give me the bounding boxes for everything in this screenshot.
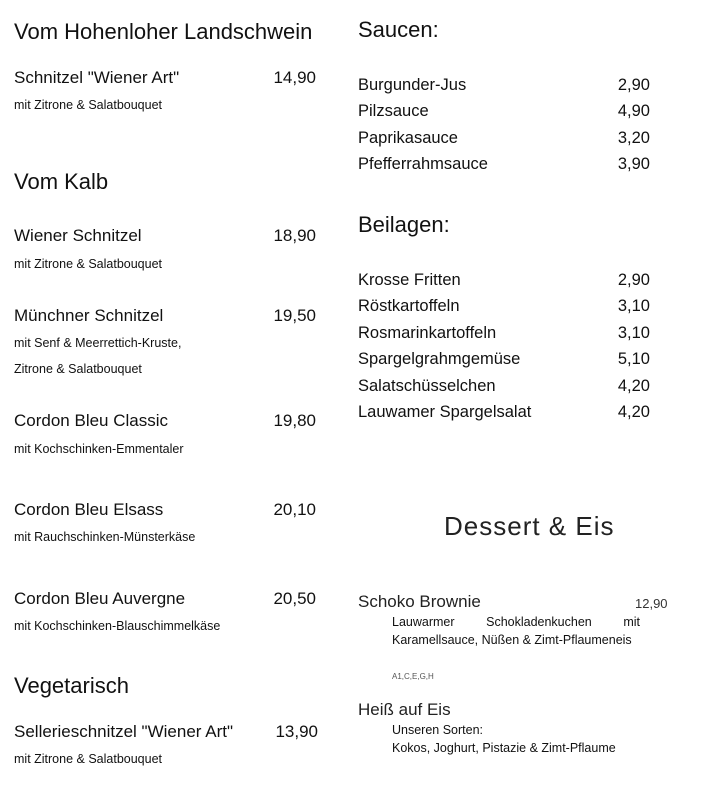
list-item-price: 2,90 [617,271,650,289]
menu-item-price: 19,80 [273,411,316,430]
menu-item-price: 20,10 [273,500,316,519]
list-item-name: Spargelgrahmgemüse [358,350,521,369]
saucen-list [358,72,650,178]
list-item [358,72,650,98]
list-item [358,373,650,399]
list-item-price: 4,90 [617,102,650,121]
menu-item-description: mit Senf & Meerrettich-Kruste, [14,336,182,350]
list-item-name: Röstkartoffeln [358,297,460,316]
menu-item-description: mit Zitrone & Salatbouquet [14,257,162,271]
menu-item-description: Zitrone & Salatbouquet [14,362,142,376]
list-item [358,98,650,124]
list-item-name: Pilzsauce [358,102,429,121]
menu-item-name: Münchner Schnitzel [14,306,164,325]
section-title-dessert: Dessert & Eis [444,511,615,541]
menu-item-price: 13,90 [275,722,318,741]
menu-item-price: 20,50 [273,589,316,608]
section-title-landschwein: Vom Hohenloher Landschwein [14,19,313,44]
list-item-name: Lauwamer Spargelsalat [358,403,532,422]
dessert-item-name: Schoko Brownie [358,592,481,611]
list-item-name: Rosmarinkartoffeln [358,323,497,342]
menu-item-description: mit Rauchschinken-Münsterkäse [14,530,196,544]
list-item-name: Burgunder-Jus [358,76,467,94]
section-title-kalb: Vom Kalb [14,169,109,194]
list-item-price: 4,20 [617,403,650,422]
list-item-price: 3,90 [617,155,650,174]
menu-item-name: Wiener Schnitzel [14,226,142,245]
menu-item-description: mit Kochschinken-Emmentaler [14,442,184,456]
menu-item-price: 19,50 [273,306,316,325]
menu-item-name: Cordon Bleu Auvergne [14,589,186,608]
list-item [358,267,650,293]
list-item-name: Salatschüsselchen [358,376,496,395]
menu-item-name: Schnitzel "Wiener Art" [14,68,180,87]
menu-item-description: mit Zitrone & Salatbouquet [14,752,162,766]
list-item-price: 3,10 [617,297,650,316]
list-item-name: Paprikasauce [358,128,458,147]
menu-item-name: Cordon Bleu Classic [14,411,169,430]
list-item [358,125,650,151]
list-item [358,346,650,372]
dessert-item-description: Lauwarmer Schokladenkuchen mit Karamellsauce, Nüßen & Zimt-Pflaumeneis [392,615,640,647]
list-item [358,151,650,177]
dessert-item-price: 12,90 [635,596,668,611]
list-item-price: 3,10 [617,323,650,342]
list-item-price: 5,10 [617,350,650,369]
list-item-name: Krosse Fritten [358,271,461,289]
menu-item-description: mit Kochschinken-Blauschimmelkäse [14,619,221,633]
section-title-beilagen: Beilagen: [358,212,450,237]
list-item [358,293,650,319]
list-item [358,320,650,346]
dessert-item-description: Kokos, Joghurt, Pistazie & Zimt-Pflaume [392,741,616,755]
section-title-vegetarisch: Vegetarisch [14,673,129,698]
list-item-name: Pfefferrahmsauce [358,155,488,174]
list-item-price: 2,90 [617,76,650,94]
dessert-item-name: Heiß auf Eis [358,700,451,719]
list-item [358,399,650,425]
list-item-price: 3,20 [617,128,650,147]
list-item-price: 4,20 [617,376,650,395]
menu-item-price: 18,90 [273,226,316,245]
dessert-item-subtitle: Unseren Sorten: [392,723,484,737]
beilagen-list [358,267,650,425]
menu-item-description: mit Zitrone & Salatbouquet [14,98,162,112]
menu-item-name: Cordon Bleu Elsass [14,500,164,519]
dessert-item-allergens: A1,C,E,G,H [392,672,434,681]
menu-item-name: Sellerieschnitzel "Wiener Art" [14,722,233,741]
section-title-saucen: Saucen: [358,17,439,42]
menu-item-price: 14,90 [273,68,316,87]
